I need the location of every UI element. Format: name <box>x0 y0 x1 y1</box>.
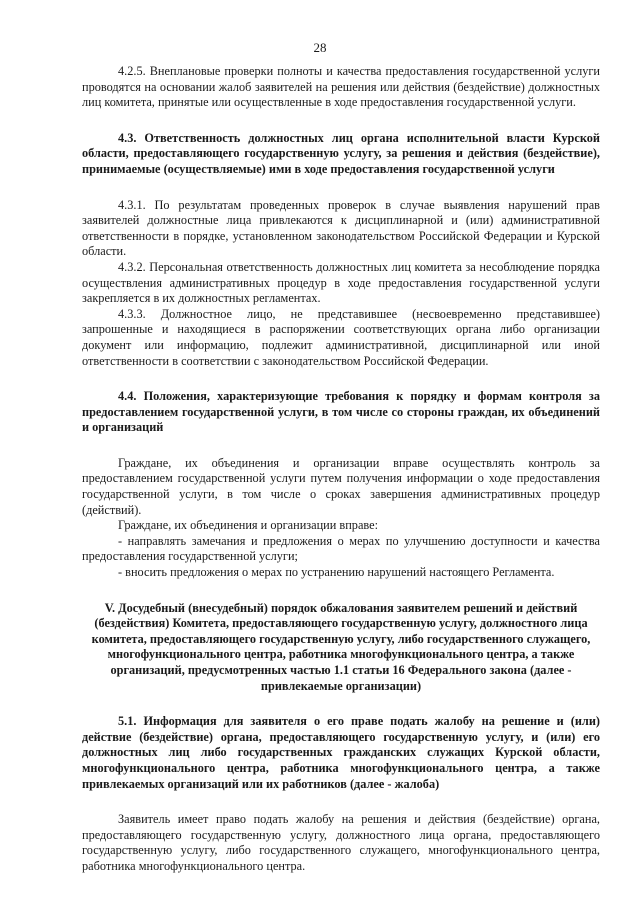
paragraph-4-4-control: Граждане, их объединения и организации вправе осуществлять контроль за предоставлением государственной услуги путем получения информации о ходе предоставления государственной услуги, в том числе о сроках завершения административных процедур (действий). <box>82 455 600 517</box>
heading-4-3: 4.3. Ответственность должностных лиц органа исполнительной власти Курской области, предоставляющего государственную услугу, за решения и действия (бездействие), принимаемые (осуществляемые) ими в ходе предоставления государственной услуги <box>82 130 600 176</box>
paragraph-4-2-5: 4.2.5. Внеплановые проверки полноты и качества предоставления государственной услуги проводятся на основании жалоб заявителей на решения или действия (бездействие) должностных лиц комитета, принятые или осуществленные в ходе предоставления государственной услуги. <box>82 64 600 110</box>
paragraph-5-1: Заявитель имеет право подать жалобу на решения и действия (бездействие) органа, предоставляющего государственную услугу, должностного лица органа, предоставляющего государственную услугу, либо государственного служащего, многофункционального центра, работника многофункционального центра. <box>82 812 600 873</box>
heading-5-1: 5.1. Информация для заявителя о его праве подать жалобу на решение и (или) действие (бездействие) органа, предоставляющего государственную услугу, и (или) его должностных лиц либо государственных гражданских служащих Курской области, многофункционального центра, работника многофункционального центра, а также привлекаемых организаций или их работников (далее - жалоба) <box>82 714 600 791</box>
page-number: 28 <box>313 40 327 55</box>
paragraph-4-3-2: 4.3.2. Персональная ответственность должностных лиц комитета за несоблюдение порядка осуществления административных процедур в ходе предоставления государственной услуги закрепляется в их должностных регламентах. <box>82 259 600 306</box>
heading-4-4: 4.4. Положения, характеризующие требования к порядку и формам контроля за предоставлением государственной услуги, в том числе со стороны граждан, их объединений и организаций <box>82 389 600 435</box>
paragraph-4-4-rights: Граждане, их объединения и организации вправе: <box>118 518 379 533</box>
paragraph-4-4-item-1: - направлять замечания и предложения о мерах по улучшению доступности и качества предоставления государственной услуги; <box>82 533 600 564</box>
document-body <box>82 64 600 875</box>
paragraph-4-3-3: 4.3.3. Должностное лицо, не представившее (несвоевременно представившее) запрошенные и находящиеся в распоряжении соответствующих органа либо организации документ или информацию, подлежит административной, дисциплинарной или иной ответственности в соответствии с законодательством Российской Федерации. <box>82 306 600 368</box>
heading-section-v: V. Досудебный (внесудебный) порядок обжалования заявителем решений и действий (бездействия) Комитета, предоставляющего государственную услугу, должностного лица комитета, предоставляющего государственную услугу, либо государственного служащего, многофункционального центра, работника многофункционального центра, а также организаций, предусмотренных частью 1.1 статьи 16 Федерального закона (далее - привлекаемые организации) <box>91 600 591 693</box>
paragraph-4-4-item-2: - вносить предложения о мерах по устранению нарушений настоящего Регламента. <box>118 565 555 580</box>
paragraph-4-3-1: 4.3.1. По результатам проведенных проверок в случае выявления нарушений прав заявителей должностные лица привлекаются к дисциплинарной и (или) административной ответственности в порядке, установленном законодательством Российской Федерации и Курской области. <box>82 197 600 259</box>
